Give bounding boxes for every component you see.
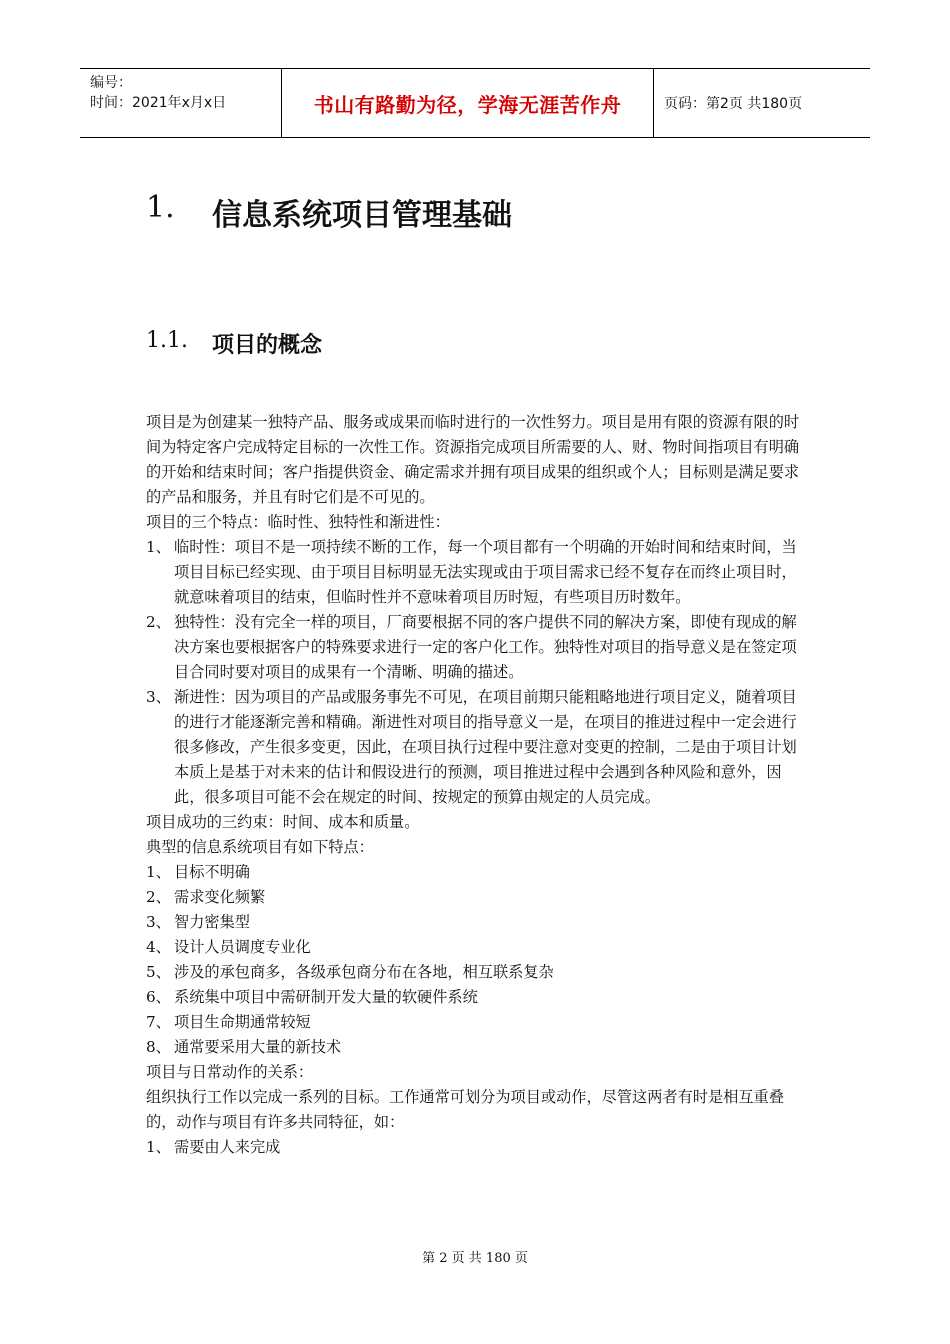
intro-paragraph: 项目是为创建某一独特产品、服务或成果而临时进行的一次性努力。项目是用有限的资源有限的时间为特定客户完成特定目标的一次性工作。资源指完成项目所需要的人、财、物时间指项目有明确的开始和结束时间；客户指提供资金、确定需求并拥有项目成果的组织或个人；目标则是满足要求的产品和服务，并且有时它们是不可见的。 (146, 413, 800, 506)
typical-list (146, 860, 806, 1060)
list-item (146, 935, 806, 960)
list-item (146, 985, 806, 1010)
ops-relation-paragraph: 项目与日常动作的关系： (146, 1063, 314, 1081)
list-item-text: 涉及的承包商多，各级承包商分布在各地，相互联系复杂 (174, 963, 554, 981)
list-item-text: 智力密集型 (174, 913, 250, 931)
list-item (146, 910, 806, 935)
list-item-number: 3、 (146, 913, 171, 931)
list-item (146, 860, 806, 885)
list-item (146, 1035, 806, 1060)
list-item-number: 1、 (146, 538, 171, 556)
features-list (146, 535, 806, 810)
list-item-text: 临时性：项目不是一项持续不断的工作，每一个项目都有一个明确的开始时间和结束时间，当项目目标已经实现、由于项目目标明显无法实现或由于项目需求已经不复存在而终止项目时，就意味着项目的结束，但临时性并不意味着项目历时短，有些项目历时数年。 (174, 538, 797, 606)
list-item-text: 系统集中项目中需研制开发大量的软硬件系统 (174, 988, 478, 1006)
list-item-number: 2、 (146, 613, 171, 631)
three-features-paragraph: 项目的三个特点：临时性、独特性和渐进性： (146, 513, 450, 531)
body-text (146, 410, 806, 1160)
list-item-text: 需要由人来完成 (174, 1138, 281, 1156)
list-item-number: 5、 (146, 963, 171, 981)
list-item-text: 目标不明确 (174, 863, 250, 881)
list-item-text: 项目生命期通常较短 (174, 1013, 311, 1031)
list-item-text: 渐进性：因为项目的产品或服务事先不可见，在项目前期只能粗略地进行项目定义，随着项目的进行才能逐渐完善和精确。渐进性对项目的指导意义一是，在项目的推进过程中一定会进行很多修改，产生很多变更，因此，在项目执行过程中要注意对变更的控制，二是由于项目计划本质上是基于对未来的估计和假设进行的预测，项目推进过程中会遇到各种风险和意外，因此，很多项目可能不会在规定的时间、按规定的预算由规定的人员完成。 (174, 688, 797, 806)
section-heading (146, 328, 322, 359)
time-label: 时间：2021年x月x日 (90, 95, 227, 111)
list-item-text: 设计人员调度专业化 (174, 938, 311, 956)
list-item (146, 960, 806, 985)
list-item-text: 通常要采用大量的新技术 (174, 1038, 342, 1056)
header-meta (80, 69, 282, 137)
page-footer: 第 2 页 共 180 页 (422, 1251, 528, 1266)
section-number: 1.1. (146, 328, 188, 353)
constraints-paragraph: 项目成功的三约束：时间、成本和质量。 (146, 813, 420, 831)
chapter-number: 1. (146, 190, 175, 225)
list-item-number: 1、 (146, 1138, 171, 1156)
list-item-number: 2、 (146, 888, 171, 906)
page-header (80, 68, 870, 138)
list-item-number: 4、 (146, 938, 171, 956)
ops-desc-paragraph: 组织执行工作以完成一系列的目标。工作通常可划分为项目或动作，尽管这两者有时是相互重叠的，动作与项目有许多共同特征，如： (146, 1088, 784, 1131)
list-item (146, 1010, 806, 1035)
header-motto: 书山有路勤为径，学海无涯苦作舟 (282, 69, 654, 137)
number-label: 编号： (90, 75, 132, 91)
list-item-number: 7、 (146, 1013, 171, 1031)
list-item (146, 1135, 806, 1160)
ops-list (146, 1135, 806, 1160)
list-item-text: 需求变化频繁 (174, 888, 266, 906)
list-item-number: 1、 (146, 863, 171, 881)
header-page-info: 页码：第2页 共180页 (664, 96, 803, 112)
chapter-heading (146, 190, 512, 234)
section-title: 项目的概念 (212, 333, 323, 358)
typical-paragraph: 典型的信息系统项目有如下特点： (146, 838, 374, 856)
list-item-text: 独特性：没有完全一样的项目，厂商要根据不同的客户提供不同的解决方案，即使有现成的解决方案也要根据客户的特殊要求进行一定的客户化工作。独特性对项目的指导意义是在签定项目合同时要对项目的成果有一个清晰、明确的描述。 (174, 613, 797, 681)
list-item-number: 3、 (146, 688, 171, 706)
list-item (146, 610, 806, 685)
list-item-number: 6、 (146, 988, 171, 1006)
list-item (146, 885, 806, 910)
list-item (146, 535, 806, 610)
list-item-number: 8、 (146, 1038, 171, 1056)
chapter-title: 信息系统项目管理基础 (212, 198, 512, 233)
list-item (146, 685, 806, 810)
